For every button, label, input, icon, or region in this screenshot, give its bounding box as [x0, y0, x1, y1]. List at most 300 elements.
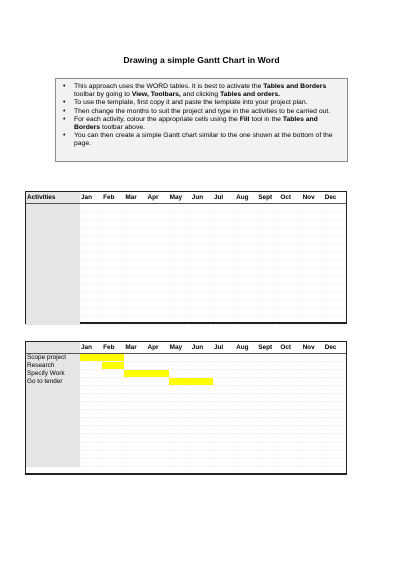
- activity-cell[interactable]: [26, 243, 80, 251]
- month-cell[interactable]: [169, 284, 191, 292]
- month-cell[interactable]: [324, 308, 346, 316]
- month-cell[interactable]: [191, 243, 213, 251]
- activity-cell[interactable]: Scope project: [26, 353, 80, 361]
- month-cell[interactable]: [80, 292, 102, 300]
- month-cell[interactable]: [257, 450, 279, 458]
- month-cell[interactable]: [279, 353, 301, 361]
- month-cell[interactable]: [191, 316, 213, 324]
- month-cell[interactable]: [191, 203, 213, 211]
- month-cell[interactable]: [302, 418, 324, 426]
- filled-month-cell[interactable]: [169, 377, 191, 385]
- month-cell[interactable]: [146, 243, 168, 251]
- month-cell[interactable]: [191, 361, 213, 369]
- month-cell[interactable]: [191, 268, 213, 276]
- month-cell[interactable]: [279, 268, 301, 276]
- month-cell[interactable]: [279, 252, 301, 260]
- month-cell[interactable]: [146, 377, 168, 385]
- month-cell[interactable]: [302, 316, 324, 324]
- month-cell[interactable]: [146, 203, 168, 211]
- month-cell[interactable]: [324, 418, 346, 426]
- month-cell[interactable]: [279, 410, 301, 418]
- month-cell[interactable]: [324, 369, 346, 377]
- month-cell[interactable]: [191, 369, 213, 377]
- month-cell[interactable]: [257, 300, 279, 308]
- month-cell[interactable]: [279, 450, 301, 458]
- month-cell[interactable]: [257, 292, 279, 300]
- month-cell[interactable]: [279, 385, 301, 393]
- month-cell[interactable]: [146, 292, 168, 300]
- month-cell[interactable]: [235, 211, 257, 219]
- month-cell[interactable]: [80, 402, 102, 410]
- month-cell[interactable]: [146, 219, 168, 227]
- month-cell[interactable]: [169, 442, 191, 450]
- month-cell[interactable]: [146, 316, 168, 324]
- month-cell[interactable]: [257, 276, 279, 284]
- month-cell[interactable]: [102, 308, 124, 316]
- month-cell[interactable]: [257, 426, 279, 434]
- month-cell[interactable]: [324, 203, 346, 211]
- filled-month-cell[interactable]: [146, 369, 168, 377]
- month-cell[interactable]: [146, 268, 168, 276]
- month-cell[interactable]: [191, 393, 213, 401]
- month-cell[interactable]: [324, 300, 346, 308]
- month-cell[interactable]: [124, 211, 146, 219]
- month-cell[interactable]: [191, 442, 213, 450]
- activity-cell[interactable]: [26, 203, 80, 211]
- month-cell[interactable]: [169, 385, 191, 393]
- month-cell[interactable]: [324, 458, 346, 466]
- month-cell[interactable]: [80, 385, 102, 393]
- month-cell[interactable]: [169, 211, 191, 219]
- month-cell[interactable]: [302, 385, 324, 393]
- activity-cell[interactable]: [26, 434, 80, 442]
- month-cell[interactable]: [279, 402, 301, 410]
- month-cell[interactable]: [279, 284, 301, 292]
- month-cell[interactable]: [324, 235, 346, 243]
- month-cell[interactable]: [169, 458, 191, 466]
- month-cell[interactable]: [235, 292, 257, 300]
- activity-cell[interactable]: [26, 211, 80, 219]
- month-cell[interactable]: [80, 426, 102, 434]
- month-cell[interactable]: [169, 410, 191, 418]
- month-cell[interactable]: [279, 203, 301, 211]
- month-cell[interactable]: [102, 393, 124, 401]
- month-cell[interactable]: [124, 243, 146, 251]
- month-cell[interactable]: [213, 316, 235, 324]
- month-cell[interactable]: [324, 260, 346, 268]
- month-cell[interactable]: [191, 227, 213, 235]
- month-cell[interactable]: [80, 252, 102, 260]
- month-cell[interactable]: [80, 219, 102, 227]
- month-cell[interactable]: [80, 276, 102, 284]
- month-cell[interactable]: [191, 308, 213, 316]
- month-cell[interactable]: [302, 211, 324, 219]
- month-cell[interactable]: [102, 418, 124, 426]
- month-cell[interactable]: [102, 385, 124, 393]
- month-cell[interactable]: [257, 442, 279, 450]
- month-cell[interactable]: [124, 353, 146, 361]
- filled-month-cell[interactable]: [102, 361, 124, 369]
- month-cell[interactable]: [191, 292, 213, 300]
- month-cell[interactable]: [169, 361, 191, 369]
- month-cell[interactable]: [213, 243, 235, 251]
- month-cell[interactable]: [213, 211, 235, 219]
- month-cell[interactable]: [324, 292, 346, 300]
- month-cell[interactable]: [279, 442, 301, 450]
- month-cell[interactable]: [80, 458, 102, 466]
- month-cell[interactable]: [324, 402, 346, 410]
- month-cell[interactable]: [80, 243, 102, 251]
- month-cell[interactable]: [191, 426, 213, 434]
- month-cell[interactable]: [124, 308, 146, 316]
- month-cell[interactable]: [279, 418, 301, 426]
- month-cell[interactable]: [324, 353, 346, 361]
- month-cell[interactable]: [213, 292, 235, 300]
- month-cell[interactable]: [279, 316, 301, 324]
- month-cell[interactable]: [302, 227, 324, 235]
- month-cell[interactable]: [102, 442, 124, 450]
- month-cell[interactable]: [213, 227, 235, 235]
- month-cell[interactable]: [324, 410, 346, 418]
- month-cell[interactable]: [124, 418, 146, 426]
- month-cell[interactable]: [146, 260, 168, 268]
- month-cell[interactable]: [124, 292, 146, 300]
- filled-month-cell[interactable]: [102, 353, 124, 361]
- month-cell[interactable]: [235, 450, 257, 458]
- month-cell[interactable]: [235, 235, 257, 243]
- month-cell[interactable]: [169, 235, 191, 243]
- month-cell[interactable]: [213, 385, 235, 393]
- month-cell[interactable]: [124, 260, 146, 268]
- month-cell[interactable]: [102, 284, 124, 292]
- month-cell[interactable]: [146, 361, 168, 369]
- activity-cell[interactable]: [26, 235, 80, 243]
- month-cell[interactable]: [146, 308, 168, 316]
- month-cell[interactable]: [191, 450, 213, 458]
- month-cell[interactable]: [191, 284, 213, 292]
- month-cell[interactable]: [235, 284, 257, 292]
- month-cell[interactable]: [80, 227, 102, 235]
- month-cell[interactable]: [279, 243, 301, 251]
- activity-cell[interactable]: Go to tender: [26, 377, 80, 385]
- month-cell[interactable]: [146, 393, 168, 401]
- activity-cell[interactable]: [26, 284, 80, 292]
- activity-cell[interactable]: [26, 450, 80, 458]
- month-cell[interactable]: [80, 300, 102, 308]
- month-cell[interactable]: [235, 361, 257, 369]
- month-cell[interactable]: [146, 276, 168, 284]
- month-cell[interactable]: [169, 300, 191, 308]
- month-cell[interactable]: [279, 276, 301, 284]
- month-cell[interactable]: [324, 361, 346, 369]
- month-cell[interactable]: [235, 308, 257, 316]
- month-cell[interactable]: [235, 410, 257, 418]
- month-cell[interactable]: [146, 284, 168, 292]
- month-cell[interactable]: [279, 426, 301, 434]
- month-cell[interactable]: [191, 219, 213, 227]
- month-cell[interactable]: [169, 353, 191, 361]
- month-cell[interactable]: [80, 393, 102, 401]
- month-cell[interactable]: [324, 211, 346, 219]
- filled-month-cell[interactable]: [191, 377, 213, 385]
- month-cell[interactable]: [80, 361, 102, 369]
- month-cell[interactable]: [302, 369, 324, 377]
- month-cell[interactable]: [324, 316, 346, 324]
- month-cell[interactable]: [169, 450, 191, 458]
- month-cell[interactable]: [213, 276, 235, 284]
- month-cell[interactable]: [302, 203, 324, 211]
- month-cell[interactable]: [324, 276, 346, 284]
- month-cell[interactable]: [102, 276, 124, 284]
- activity-cell[interactable]: [26, 410, 80, 418]
- month-cell[interactable]: [302, 377, 324, 385]
- month-cell[interactable]: [324, 284, 346, 292]
- month-cell[interactable]: [124, 316, 146, 324]
- month-cell[interactable]: [169, 260, 191, 268]
- month-cell[interactable]: [124, 402, 146, 410]
- month-cell[interactable]: [80, 316, 102, 324]
- month-cell[interactable]: [235, 260, 257, 268]
- month-cell[interactable]: [80, 203, 102, 211]
- activity-cell[interactable]: [26, 260, 80, 268]
- month-cell[interactable]: [257, 235, 279, 243]
- month-cell[interactable]: [102, 227, 124, 235]
- month-cell[interactable]: [169, 203, 191, 211]
- month-cell[interactable]: [279, 377, 301, 385]
- month-cell[interactable]: [257, 385, 279, 393]
- month-cell[interactable]: [279, 219, 301, 227]
- month-cell[interactable]: [102, 434, 124, 442]
- month-cell[interactable]: [213, 203, 235, 211]
- month-cell[interactable]: [169, 418, 191, 426]
- month-cell[interactable]: [124, 284, 146, 292]
- month-cell[interactable]: [169, 276, 191, 284]
- month-cell[interactable]: [324, 377, 346, 385]
- month-cell[interactable]: [302, 284, 324, 292]
- month-cell[interactable]: [191, 410, 213, 418]
- month-cell[interactable]: [124, 393, 146, 401]
- month-cell[interactable]: [235, 219, 257, 227]
- month-cell[interactable]: [235, 377, 257, 385]
- month-cell[interactable]: [124, 268, 146, 276]
- month-cell[interactable]: [102, 426, 124, 434]
- activity-cell[interactable]: [26, 276, 80, 284]
- month-cell[interactable]: [213, 393, 235, 401]
- month-cell[interactable]: [324, 442, 346, 450]
- month-cell[interactable]: [146, 426, 168, 434]
- month-cell[interactable]: [213, 235, 235, 243]
- month-cell[interactable]: [146, 235, 168, 243]
- month-cell[interactable]: [324, 393, 346, 401]
- month-cell[interactable]: [213, 353, 235, 361]
- month-cell[interactable]: [102, 402, 124, 410]
- month-cell[interactable]: [257, 393, 279, 401]
- month-cell[interactable]: [80, 450, 102, 458]
- month-cell[interactable]: [257, 219, 279, 227]
- month-cell[interactable]: [257, 203, 279, 211]
- month-cell[interactable]: [302, 260, 324, 268]
- month-cell[interactable]: [169, 243, 191, 251]
- activity-cell[interactable]: [26, 268, 80, 276]
- month-cell[interactable]: [324, 268, 346, 276]
- month-cell[interactable]: [124, 276, 146, 284]
- month-cell[interactable]: [213, 442, 235, 450]
- month-cell[interactable]: [302, 252, 324, 260]
- month-cell[interactable]: [102, 369, 124, 377]
- month-cell[interactable]: [235, 418, 257, 426]
- month-cell[interactable]: [302, 292, 324, 300]
- month-cell[interactable]: [279, 235, 301, 243]
- month-cell[interactable]: [124, 203, 146, 211]
- month-cell[interactable]: [235, 268, 257, 276]
- month-cell[interactable]: [213, 377, 235, 385]
- month-cell[interactable]: [213, 284, 235, 292]
- month-cell[interactable]: [257, 243, 279, 251]
- month-cell[interactable]: [257, 316, 279, 324]
- month-cell[interactable]: [124, 361, 146, 369]
- month-cell[interactable]: [324, 385, 346, 393]
- month-cell[interactable]: [213, 458, 235, 466]
- month-cell[interactable]: [191, 260, 213, 268]
- month-cell[interactable]: [235, 385, 257, 393]
- month-cell[interactable]: [213, 402, 235, 410]
- month-cell[interactable]: [279, 260, 301, 268]
- month-cell[interactable]: [124, 426, 146, 434]
- month-cell[interactable]: [191, 276, 213, 284]
- month-cell[interactable]: [302, 450, 324, 458]
- month-cell[interactable]: [213, 450, 235, 458]
- month-cell[interactable]: [235, 252, 257, 260]
- month-cell[interactable]: [302, 353, 324, 361]
- month-cell[interactable]: [146, 442, 168, 450]
- month-cell[interactable]: [124, 252, 146, 260]
- month-cell[interactable]: [169, 227, 191, 235]
- month-cell[interactable]: [80, 235, 102, 243]
- month-cell[interactable]: [169, 308, 191, 316]
- month-cell[interactable]: [279, 361, 301, 369]
- month-cell[interactable]: [257, 284, 279, 292]
- month-cell[interactable]: [80, 369, 102, 377]
- month-cell[interactable]: [302, 300, 324, 308]
- month-cell[interactable]: [102, 377, 124, 385]
- month-cell[interactable]: [235, 442, 257, 450]
- activity-cell[interactable]: [26, 292, 80, 300]
- month-cell[interactable]: [80, 434, 102, 442]
- month-cell[interactable]: [213, 418, 235, 426]
- month-cell[interactable]: [146, 450, 168, 458]
- month-cell[interactable]: [191, 434, 213, 442]
- month-cell[interactable]: [302, 219, 324, 227]
- month-cell[interactable]: [235, 316, 257, 324]
- month-cell[interactable]: [302, 361, 324, 369]
- month-cell[interactable]: [80, 410, 102, 418]
- month-cell[interactable]: [257, 434, 279, 442]
- activity-cell[interactable]: Research: [26, 361, 80, 369]
- month-cell[interactable]: [146, 458, 168, 466]
- month-cell[interactable]: [169, 316, 191, 324]
- month-cell[interactable]: [80, 284, 102, 292]
- month-cell[interactable]: [302, 276, 324, 284]
- month-cell[interactable]: [169, 369, 191, 377]
- month-cell[interactable]: [235, 227, 257, 235]
- month-cell[interactable]: [279, 292, 301, 300]
- month-cell[interactable]: [124, 434, 146, 442]
- month-cell[interactable]: [235, 276, 257, 284]
- month-cell[interactable]: [146, 211, 168, 219]
- month-cell[interactable]: [302, 235, 324, 243]
- month-cell[interactable]: [124, 442, 146, 450]
- month-cell[interactable]: [146, 252, 168, 260]
- month-cell[interactable]: [169, 402, 191, 410]
- month-cell[interactable]: [191, 458, 213, 466]
- month-cell[interactable]: [213, 308, 235, 316]
- month-cell[interactable]: [124, 410, 146, 418]
- month-cell[interactable]: [191, 353, 213, 361]
- month-cell[interactable]: [124, 300, 146, 308]
- month-cell[interactable]: [169, 434, 191, 442]
- month-cell[interactable]: [257, 211, 279, 219]
- month-cell[interactable]: [146, 434, 168, 442]
- month-cell[interactable]: [235, 300, 257, 308]
- month-cell[interactable]: [235, 458, 257, 466]
- month-cell[interactable]: [80, 418, 102, 426]
- month-cell[interactable]: [324, 219, 346, 227]
- month-cell[interactable]: [235, 426, 257, 434]
- month-cell[interactable]: [302, 426, 324, 434]
- month-cell[interactable]: [213, 434, 235, 442]
- month-cell[interactable]: [279, 369, 301, 377]
- month-cell[interactable]: [213, 260, 235, 268]
- month-cell[interactable]: [102, 450, 124, 458]
- month-cell[interactable]: [324, 243, 346, 251]
- month-cell[interactable]: [302, 308, 324, 316]
- month-cell[interactable]: [324, 227, 346, 235]
- activity-cell[interactable]: [26, 308, 80, 316]
- month-cell[interactable]: [302, 402, 324, 410]
- month-cell[interactable]: [102, 410, 124, 418]
- month-cell[interactable]: [124, 227, 146, 235]
- month-cell[interactable]: [235, 434, 257, 442]
- month-cell[interactable]: [324, 252, 346, 260]
- month-cell[interactable]: [257, 308, 279, 316]
- activity-cell[interactable]: [26, 385, 80, 393]
- month-cell[interactable]: [146, 353, 168, 361]
- month-cell[interactable]: [235, 393, 257, 401]
- month-cell[interactable]: [257, 369, 279, 377]
- month-cell[interactable]: [102, 268, 124, 276]
- month-cell[interactable]: [235, 243, 257, 251]
- month-cell[interactable]: [80, 377, 102, 385]
- month-cell[interactable]: [169, 426, 191, 434]
- month-cell[interactable]: [102, 252, 124, 260]
- month-cell[interactable]: [302, 268, 324, 276]
- activity-cell[interactable]: [26, 442, 80, 450]
- month-cell[interactable]: [80, 442, 102, 450]
- month-cell[interactable]: [191, 418, 213, 426]
- month-cell[interactable]: [169, 268, 191, 276]
- month-cell[interactable]: [102, 243, 124, 251]
- month-cell[interactable]: [80, 211, 102, 219]
- month-cell[interactable]: [302, 393, 324, 401]
- month-cell[interactable]: [235, 353, 257, 361]
- filled-month-cell[interactable]: [80, 353, 102, 361]
- activity-cell[interactable]: [26, 252, 80, 260]
- month-cell[interactable]: [146, 402, 168, 410]
- month-cell[interactable]: [279, 308, 301, 316]
- activity-cell[interactable]: [26, 227, 80, 235]
- month-cell[interactable]: [191, 235, 213, 243]
- month-cell[interactable]: [324, 434, 346, 442]
